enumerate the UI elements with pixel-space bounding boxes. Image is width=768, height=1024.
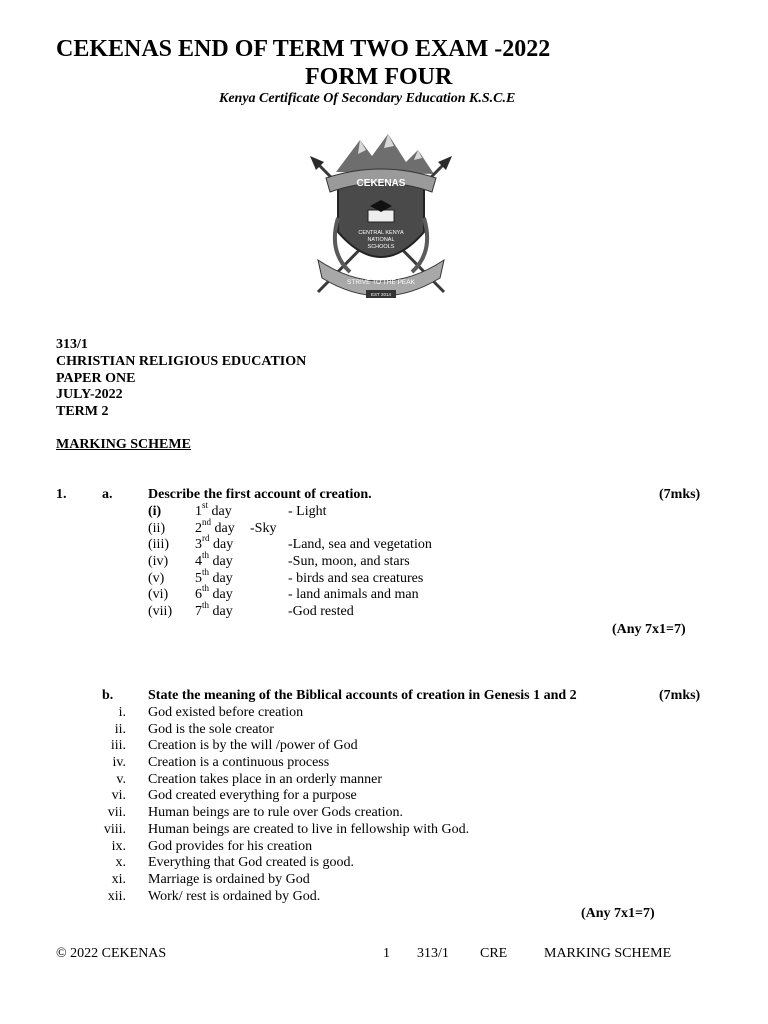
form-title: FORM FOUR bbox=[305, 64, 453, 90]
point-text: God existed before creation bbox=[148, 705, 304, 720]
exam-subtitle: Kenya Certificate Of Secondary Education K.S.C.E bbox=[219, 91, 516, 106]
part-a-marks: (7mks) bbox=[659, 487, 701, 502]
point-num: vi. bbox=[111, 788, 126, 803]
point-num: v. bbox=[116, 772, 126, 787]
day-description: -Sky bbox=[250, 521, 277, 536]
point-text: Work/ rest is ordained by God. bbox=[148, 889, 321, 904]
cekenas-logo bbox=[298, 132, 464, 304]
part-a-label: a. bbox=[102, 487, 113, 502]
exam-term: TERM 2 bbox=[56, 404, 109, 419]
day-description: - Light bbox=[288, 504, 327, 519]
day-description: - land animals and man bbox=[288, 587, 419, 602]
cekenas-logo-graphic bbox=[298, 132, 464, 304]
part-a-total: (Any 7x1=7) bbox=[612, 622, 686, 637]
day-label: 6th day bbox=[195, 583, 233, 602]
footer-paper-code: 313/1 bbox=[417, 946, 449, 961]
point-num: xi. bbox=[111, 872, 126, 887]
day-row-num: (ii) bbox=[148, 521, 166, 536]
footer-subject: CRE bbox=[480, 946, 508, 961]
question-number: 1. bbox=[56, 487, 67, 502]
point-num: i. bbox=[118, 705, 126, 720]
logo-shield-line-3: SCHOOLS bbox=[367, 244, 395, 250]
footer-label: MARKING SCHEME bbox=[544, 946, 672, 961]
day-description: - birds and sea creatures bbox=[288, 571, 424, 586]
point-text: Creation is a continuous process bbox=[148, 755, 330, 770]
footer-page-number: 1 bbox=[383, 946, 390, 961]
logo-shield-line-1: CENTRAL KENYA bbox=[358, 230, 404, 236]
point-text: Creation takes place in an orderly manner bbox=[148, 772, 383, 787]
logo-banner-text: CEKENAS bbox=[356, 178, 406, 189]
logo-shield-line-2: NATIONAL bbox=[367, 237, 395, 243]
point-num: xii. bbox=[107, 889, 126, 904]
day-label: 3rd day bbox=[195, 533, 234, 552]
day-description: -Land, sea and vegetation bbox=[288, 537, 432, 552]
logo-motto: STRIVE TO THE PEAK bbox=[347, 279, 415, 286]
point-num: iii. bbox=[110, 738, 126, 753]
point-num: vii. bbox=[107, 805, 126, 820]
exam-title: CEKENAS END OF TERM TWO EXAM -2022 bbox=[56, 36, 551, 62]
exam-date: JULY-2022 bbox=[56, 387, 123, 402]
day-label: 4th day bbox=[195, 550, 233, 569]
point-num: ii. bbox=[114, 722, 126, 737]
subject-name: CHRISTIAN RELIGIOUS EDUCATION bbox=[56, 354, 307, 369]
point-text: God is the sole creator bbox=[148, 722, 274, 737]
point-num: viii. bbox=[103, 822, 126, 837]
point-text: God created everything for a purpose bbox=[148, 788, 357, 803]
part-b-marks: (7mks) bbox=[659, 688, 701, 703]
part-a-question: Describe the first account of creation. bbox=[148, 487, 372, 502]
logo-est: EST 2014 bbox=[371, 292, 391, 297]
point-num: iv. bbox=[112, 755, 126, 770]
day-row-num: (i) bbox=[148, 504, 162, 519]
day-description: -Sun, moon, and stars bbox=[288, 554, 410, 569]
point-text: Human beings are created to live in fellowship with God. bbox=[148, 822, 470, 837]
point-text: Human beings are to rule over Gods creation. bbox=[148, 805, 404, 820]
point-num: ix. bbox=[111, 839, 126, 854]
day-row-num: (iv) bbox=[148, 554, 169, 569]
paper-code: 313/1 bbox=[56, 337, 88, 352]
part-b-question: State the meaning of the Biblical accounts of creation in Genesis 1 and 2 bbox=[148, 688, 577, 703]
part-b-label: b. bbox=[102, 688, 114, 703]
day-label: 7th day bbox=[195, 600, 233, 619]
day-row-num: (vii) bbox=[148, 604, 173, 619]
day-row-num: (v) bbox=[148, 571, 165, 586]
day-row-num: (vi) bbox=[148, 587, 169, 602]
point-text: Creation is by the will /power of God bbox=[148, 738, 358, 753]
point-text: Everything that God created is good. bbox=[148, 855, 355, 870]
day-label: 1st day bbox=[195, 500, 232, 519]
footer-copyright: © 2022 CEKENAS bbox=[56, 946, 167, 961]
paper-number: PAPER ONE bbox=[56, 371, 136, 386]
point-text: God provides for his creation bbox=[148, 839, 313, 854]
day-row-num: (iii) bbox=[148, 537, 169, 552]
point-num: x. bbox=[115, 855, 126, 870]
marking-scheme-heading: MARKING SCHEME bbox=[56, 437, 191, 452]
part-b-total: (Any 7x1=7) bbox=[581, 906, 655, 921]
day-label: 5th day bbox=[195, 567, 233, 586]
point-text: Marriage is ordained by God bbox=[148, 872, 310, 887]
day-description: -God rested bbox=[288, 604, 354, 619]
day-label: 2nd day bbox=[195, 517, 235, 536]
